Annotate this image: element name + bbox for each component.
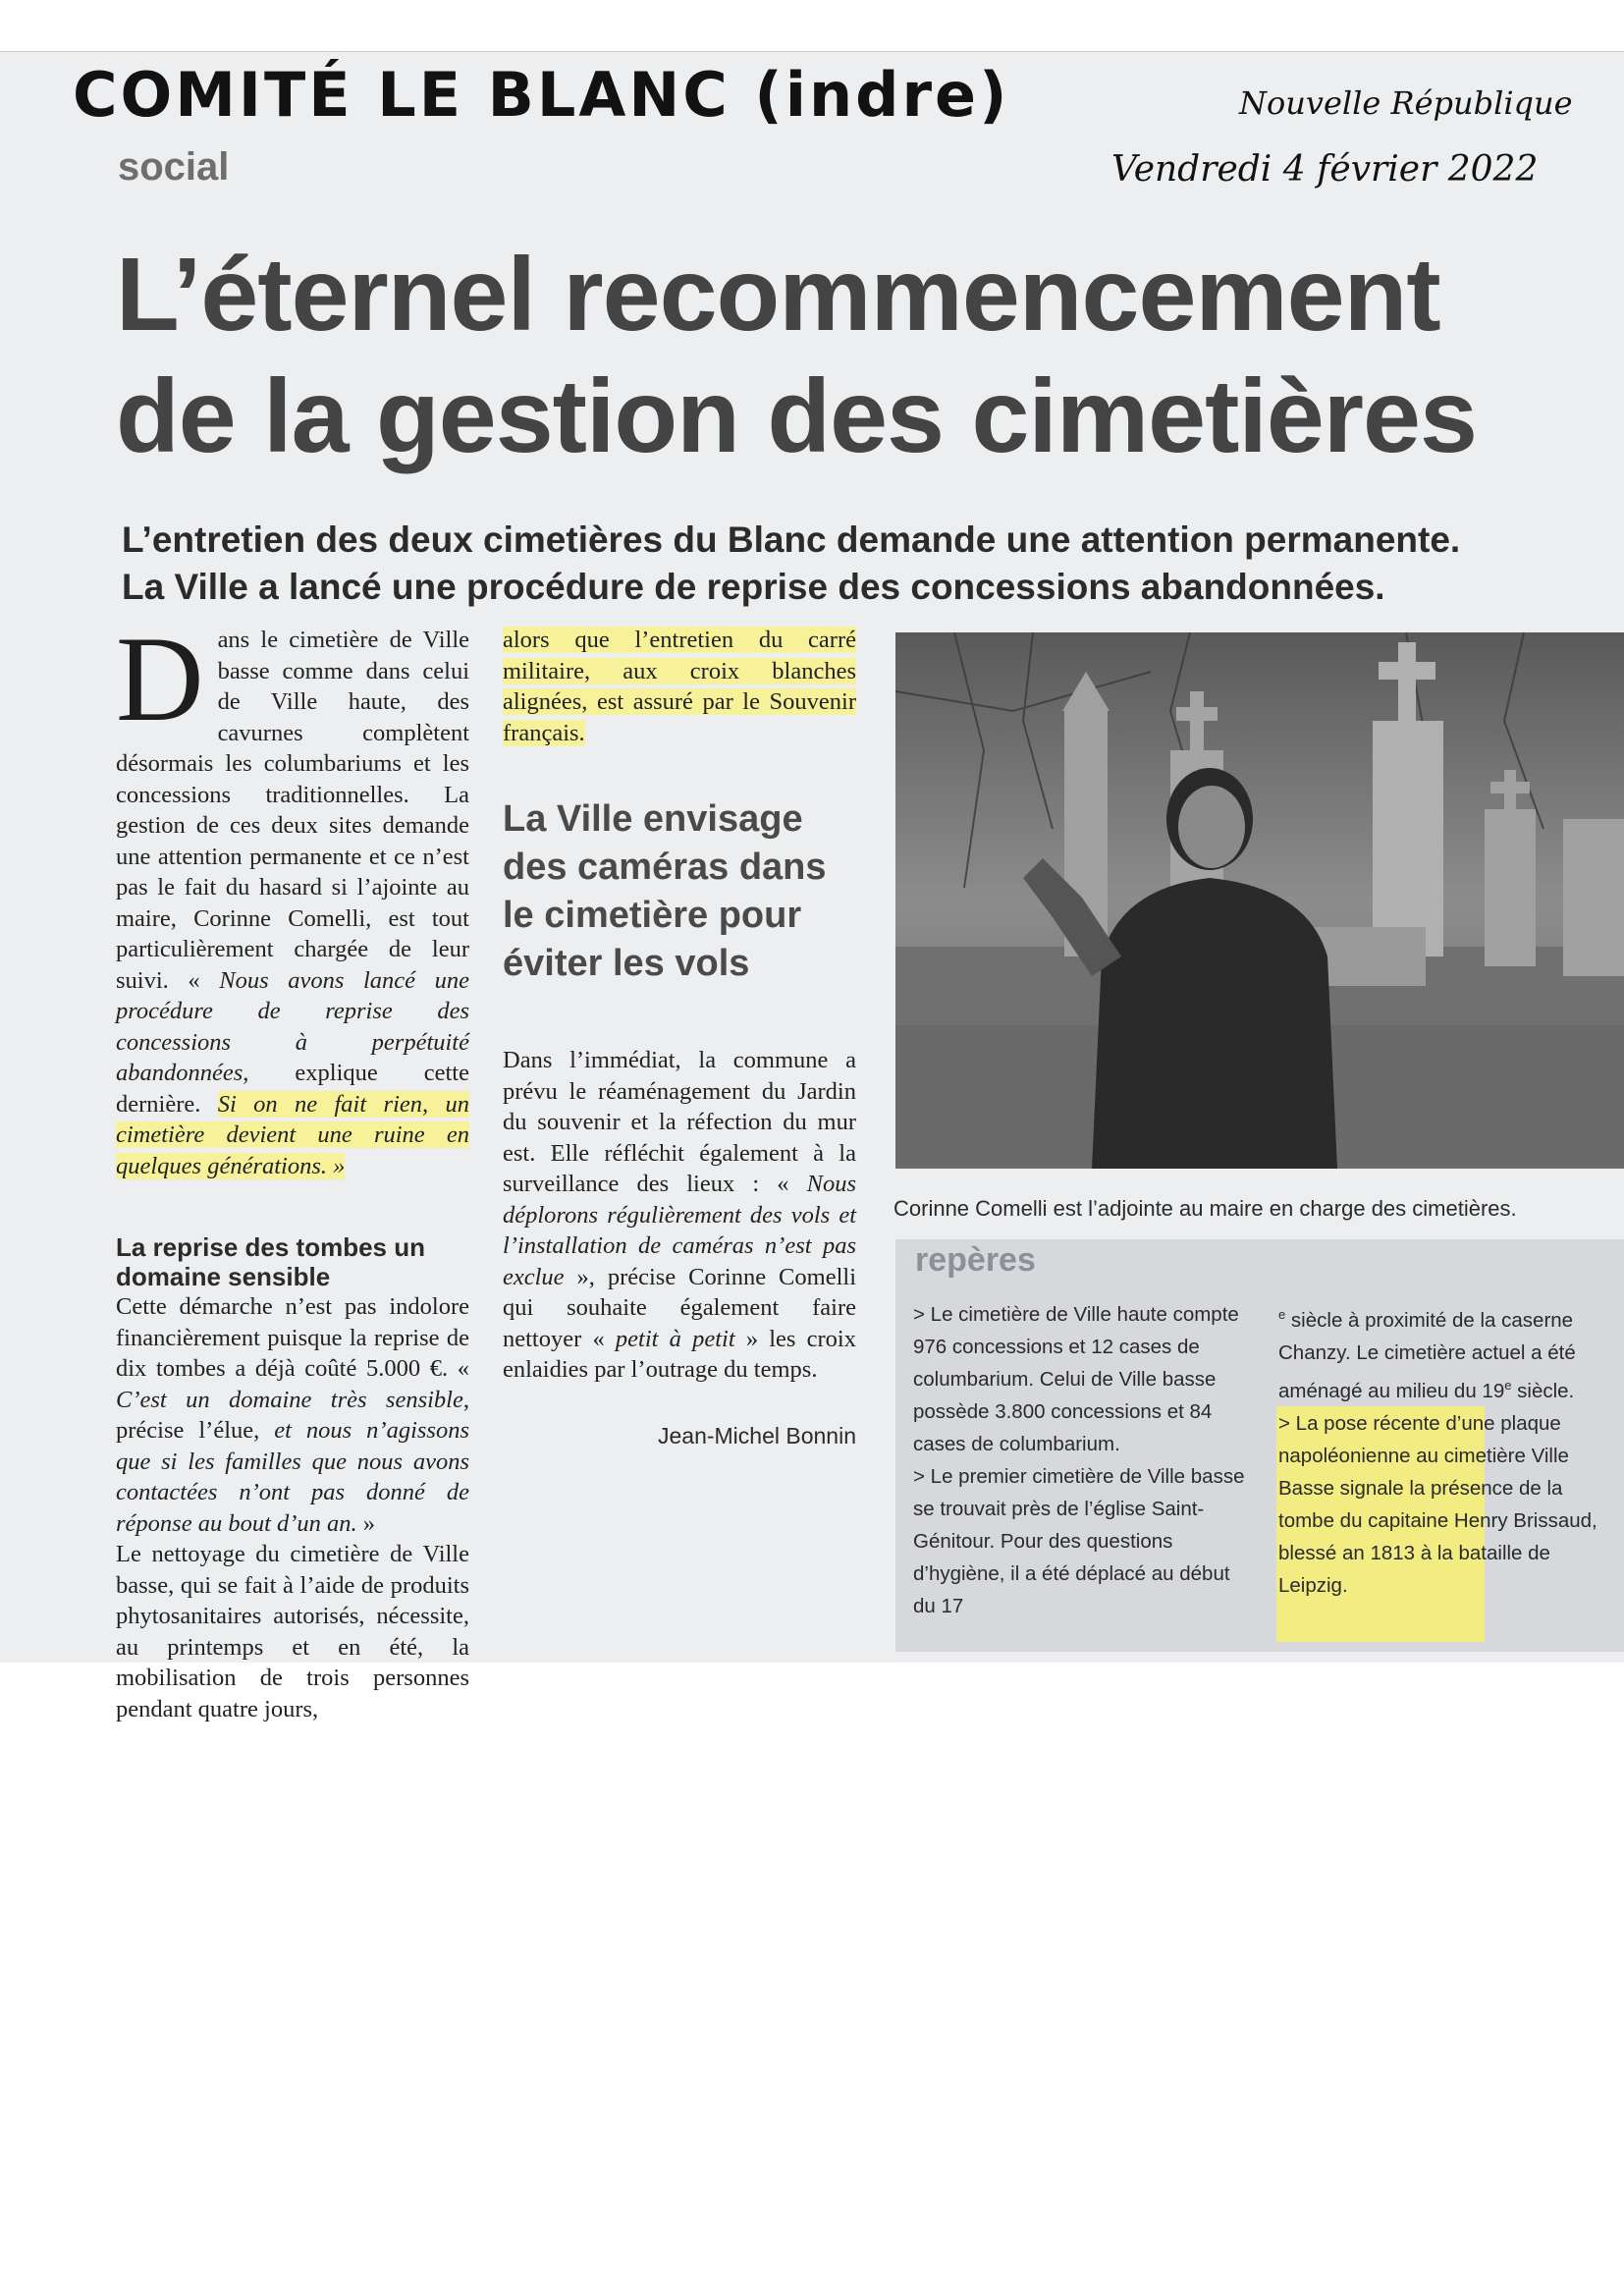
handwritten-committee-label: COMITÉ LE BLANC (indre) bbox=[73, 59, 1010, 131]
reperes-title: repères bbox=[915, 1241, 1036, 1279]
paragraph-2 bbox=[116, 1291, 469, 1539]
p2-text-c: » bbox=[356, 1509, 376, 1537]
paragraph-3-end bbox=[503, 625, 856, 748]
pull-quote-callout: La Ville envisage des caméras dans le cimetière pour éviter les vols bbox=[503, 798, 827, 984]
cemetery-photo-illustration bbox=[895, 632, 1624, 1169]
article-column-1 bbox=[116, 612, 469, 1724]
handwritten-date: Vendredi 4 février 2022 bbox=[1111, 149, 1539, 190]
section-tag: social bbox=[118, 145, 230, 189]
byline: Jean-Michel Bonnin bbox=[657, 1422, 856, 1449]
p4-quote-1: Nous déplorons régulièrement des vols et l’installation de caméras n’est pas exclue bbox=[503, 1171, 856, 1290]
reperes-column-2 bbox=[1278, 1298, 1614, 1602]
p4-text-a: Dans l’immédiat, la commune a prévu le réaménagement du Jardin du souvenir et la réfection du mur est. Elle réfléchit également à la surveillance des lieux : « bbox=[503, 1047, 856, 1197]
paragraph-4 bbox=[503, 1045, 856, 1386]
headline-line-1: L’éternel recommencement bbox=[116, 237, 1440, 353]
reperes-sup-1: e bbox=[1278, 1307, 1286, 1322]
reperes-item-3: > La pose récente d’une plaque napoléonienne au cimetière Ville Basse signale la présence de la tombe du capitaine Henry Brissaud, blessé an 1813 à la bataille de Leipzig. bbox=[1278, 1411, 1597, 1597]
p1-quote: Nous avons lancé une procédure de reprise des concessions à perpétuité abandonnées bbox=[116, 966, 469, 1086]
p4-text-b: », précise Corinne Comelli qui souhaite également faire nettoyer « bbox=[503, 1263, 856, 1352]
reperes-sup-2: e bbox=[1504, 1377, 1512, 1393]
p1-highlighted-quote: Si on ne fait rien, un cimetière devient une ruine en quelques générations. » bbox=[116, 1090, 469, 1179]
p2-quote-1: C’est un domaine très sensible bbox=[116, 1386, 463, 1413]
photo-caption: Corinne Comelli est l’adjointe au maire en charge des cimetières. bbox=[893, 1196, 1517, 1221]
drop-cap: D bbox=[116, 612, 204, 746]
headline-line-2: de la gestion des cimetières bbox=[116, 358, 1477, 474]
p1-text-b: , explique cette dernière. bbox=[116, 1060, 469, 1118]
reperes-column-1 bbox=[913, 1298, 1247, 1622]
p2-text-b: , précise l’élue, bbox=[116, 1386, 469, 1444]
intertitle: La reprise des tombes un domaine sensible bbox=[116, 1232, 425, 1291]
headline bbox=[116, 234, 1618, 477]
reperes-box bbox=[895, 1239, 1624, 1652]
reperes-item-2-start bbox=[913, 1460, 1247, 1622]
standfirst-line-1: L’entretien des deux cimetières du Blanc demande une attention permanente. bbox=[122, 519, 1461, 560]
p2-quote-2: et nous n’agissons que si les familles que nous avons contactées n’ont pas donné de réponse au bout d’un an. bbox=[116, 1417, 469, 1537]
handwritten-newspaper-name: Nouvelle République bbox=[1239, 84, 1573, 122]
standfirst bbox=[122, 517, 1624, 611]
paragraph-3-start bbox=[116, 1539, 469, 1724]
reperes-item-2-end bbox=[1278, 1298, 1614, 1407]
reperes-item-2-text-c: siècle. bbox=[1511, 1379, 1575, 1402]
reperes-item-1: > Le cimetière de Ville haute compte 976 concessions et 12 cases de columbarium. Celui de Ville basse possède 3.800 concessions et 84 cases de columbarium. bbox=[913, 1303, 1239, 1455]
p3-highlighted-text: alors que l’entretien du carré militaire, aux croix blanches alignées, est assuré par le Souvenir français. bbox=[503, 627, 856, 746]
p4-text-c: » les croix enlaidies par l’outrage du temps. bbox=[503, 1325, 856, 1383]
article-column-2 bbox=[503, 625, 856, 1451]
standfirst-line-2: La Ville a lancé une procédure de reprise des concessions abandonnées. bbox=[122, 567, 1385, 607]
paragraph-1 bbox=[116, 612, 469, 1181]
cemetery-photo bbox=[895, 632, 1624, 1169]
p4-quote-2: petit à petit bbox=[615, 1325, 735, 1352]
p1-text-a: ans le cimetière de Ville basse comme dans celui de Ville haute, des cavurnes complètent désormais les columbariums et les concessions traditionnelles. La gestion de ces deux sites demande une attention permanente et ce n’est pas le fait du hasard si l’ajointe au maire, Corinne Comelli, est tout particulièrement chargée de leur suivi. « bbox=[116, 627, 469, 994]
reperes-item-2-text-a: > Le premier cimetière de Ville basse se trouvait près de l’église Saint-Génitour. Pour des questions d’hygiène, il a été déplacé au début du 17 bbox=[913, 1465, 1245, 1617]
reperes-item-2-text-b: siècle à proximité de la caserne Chanzy. Le cimetière actuel a été aménagé au milieu du 19 bbox=[1278, 1308, 1576, 1402]
p3-text-a: Le nettoyage du cimetière de Ville basse, qui se fait à l’aide de produits phytosanitaires autorisés, nécessite, au printemps et en été, la mobilisation de trois personnes pendant quatre jours, bbox=[116, 1541, 469, 1722]
p2-text-a: Cette démarche n’est pas indolore financièrement puisque la reprise de dix tombes a déjà coûté 5.000 €. « bbox=[116, 1293, 469, 1382]
